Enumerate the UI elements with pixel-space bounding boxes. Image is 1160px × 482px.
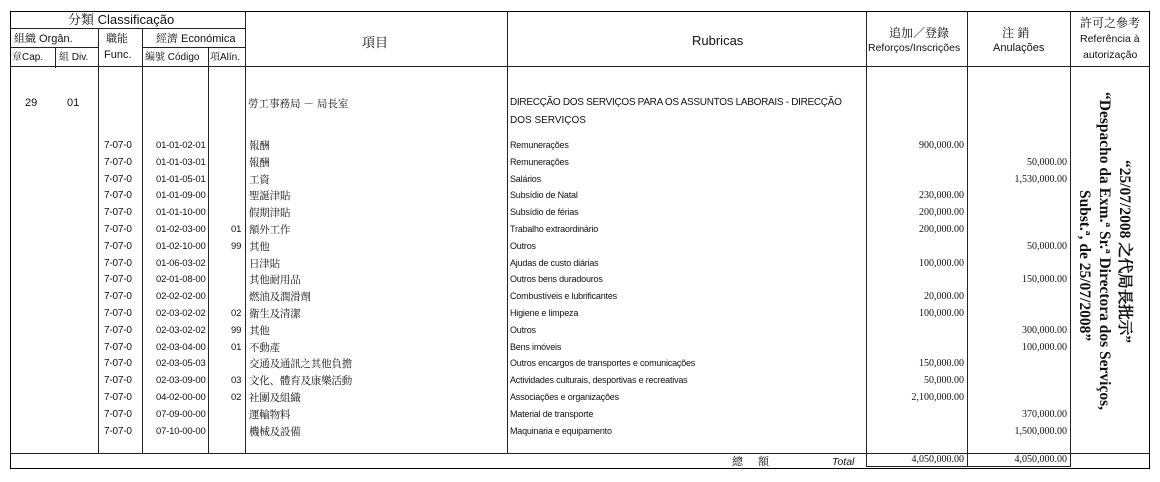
row-anulacao: 100,000.00 [1022, 341, 1067, 353]
row-codigo: 01-01-10-00 [156, 207, 206, 219]
header-codigo: 編號 Código [145, 52, 200, 63]
header-reforcos-pt: Reforços/Inscrições [868, 42, 961, 54]
row-codigo: 07-09-00-00 [156, 408, 206, 420]
row-alin: 01 [231, 224, 242, 235]
header-anulacoes-zh: 注 銷 [1002, 26, 1030, 40]
row-reforco: 230,000.00 [919, 190, 964, 202]
row-item-zh: 工資 [249, 173, 270, 186]
table-left-border [10, 11, 11, 469]
row-item-zh: 其他 [249, 324, 270, 337]
header-rubricas: Rubricas [692, 33, 744, 48]
table-top-border [10, 11, 1150, 12]
row-rubrica-pt: Remunerações [510, 156, 569, 167]
row-reforco: 150,000.00 [919, 358, 964, 370]
row-item-zh: 不動產 [249, 341, 280, 354]
total-amount-underline [866, 466, 1070, 467]
row-rubrica-pt: Actividades culturais, desportivas e recreativas [510, 375, 688, 386]
classification-subline [10, 28, 245, 29]
department-name-pt-1: DIRECÇÃO DOS SERVIÇOS PARA OS ASSUNTOS LABORAIS - DIRECÇÃO [510, 97, 842, 108]
row-anulacao: 50,000.00 [1027, 156, 1067, 168]
row-codigo: 01-01-09-00 [156, 190, 206, 202]
col-line-classification [245, 11, 246, 454]
row-rubrica-pt: Maquinaria e equipamento [510, 425, 612, 436]
col-line-func [142, 28, 143, 454]
row-item-zh: 其他 [249, 240, 270, 253]
row-codigo: 01-01-02-01 [156, 140, 206, 151]
row-rubrica-pt: Higiene e limpeza [510, 308, 579, 318]
row-rubrica-pt: Associações e organizações [510, 392, 619, 402]
authorization-line3: Subst.ª, de 25/07/2008” [1076, 190, 1093, 342]
row-func: 7-07-0 [104, 173, 132, 185]
row-rubrica-pt: Ajudas de custo diárias [510, 257, 599, 268]
row-rubrica-pt: Material de transporte [510, 408, 594, 419]
row-func: 7-07-0 [104, 324, 132, 336]
row-func: 7-07-0 [104, 408, 132, 420]
row-alin: 01 [231, 341, 242, 353]
row-codigo: 01-01-03-01 [156, 156, 206, 168]
row-reforco: 200,000.00 [919, 224, 964, 235]
department-div: 01 [67, 97, 80, 109]
col-line-anulacoes [1070, 11, 1071, 467]
row-codigo: 01-02-03-00 [156, 224, 206, 235]
row-func: 7-07-0 [104, 392, 132, 403]
header-economica: 經濟 Económica [156, 33, 236, 45]
row-rubrica-pt: Combustíveis e lubrificantes [510, 291, 617, 302]
row-item-zh: 運輸物料 [249, 408, 291, 421]
row-item-zh: 機械及設備 [249, 425, 301, 438]
row-item-zh: 交通及通訊之其他負擔 [249, 358, 352, 371]
row-item-zh: 燃油及潤滑劑 [249, 291, 311, 304]
header-ref-zh: 許可之參考 [1080, 16, 1141, 30]
row-codigo: 01-06-03-02 [156, 257, 206, 269]
row-alin: 99 [231, 240, 242, 252]
row-alin: 03 [231, 375, 242, 387]
row-func: 7-07-0 [104, 140, 132, 151]
row-rubrica-pt: Subsídio de Natal [510, 190, 578, 201]
col-line-div [98, 28, 99, 454]
department-name-pt-2: DOS SERVIÇOS [510, 115, 586, 126]
row-rubrica-pt: Trabalho extraordinário [510, 224, 599, 234]
row-codigo: 02-03-05-03 [156, 358, 206, 370]
row-alin: 99 [231, 324, 242, 336]
header-bottom-line [10, 66, 1150, 67]
table-right-border [1149, 11, 1150, 469]
total-label-pt: Total [832, 456, 855, 468]
row-alin: 02 [231, 308, 242, 319]
row-anulacao: 150,000.00 [1022, 274, 1067, 286]
header-anulacoes-pt: Anulações [993, 42, 1045, 54]
row-anulacao: 50,000.00 [1027, 240, 1067, 252]
table-bottom-border [10, 468, 1150, 469]
department-name-zh: 勞工事務局 － 局長室 [248, 98, 349, 110]
header-reforcos-zh: 追加／登錄 [889, 26, 950, 40]
row-reforco: 100,000.00 [919, 308, 964, 319]
row-rubrica-pt: Outros encargos de transportes e comunicações [510, 358, 696, 369]
total-anulacoes: 4,050,000.00 [1014, 454, 1067, 465]
row-rubrica-pt: Subsídio de férias [510, 207, 579, 218]
row-codigo: 07-10-00-00 [156, 425, 206, 437]
row-func: 7-07-0 [104, 190, 132, 202]
row-reforco: 50,000.00 [924, 375, 964, 387]
economica-subline [142, 47, 245, 48]
row-alin: 02 [231, 392, 242, 403]
row-anulacao: 370,000.00 [1022, 408, 1067, 420]
row-item-zh: 額外工作 [249, 224, 291, 236]
row-func: 7-07-0 [104, 224, 132, 235]
col-line-cap [55, 47, 56, 68]
header-funcional-zh: 職能 [106, 33, 128, 45]
row-codigo: 02-01-08-00 [156, 274, 206, 286]
row-codigo: 02-02-02-00 [156, 291, 206, 303]
row-reforco: 200,000.00 [919, 207, 964, 219]
row-reforco: 100,000.00 [919, 257, 964, 269]
total-row-line [10, 453, 1150, 454]
row-reforco: 2,100,000.00 [911, 392, 964, 403]
row-rubrica-pt: Outros [510, 324, 536, 335]
row-rubrica-pt: Outros bens duradouros [510, 274, 603, 285]
row-item-zh: 衛生及清潔 [249, 308, 301, 320]
row-codigo: 02-03-04-00 [156, 341, 206, 353]
row-func: 7-07-0 [104, 240, 132, 252]
row-item-zh: 假期津貼 [249, 207, 291, 220]
authorization-line1: “25/07/2008 之代局長批示” [1116, 160, 1133, 343]
row-func: 7-07-0 [104, 308, 132, 319]
col-line-alin [208, 47, 209, 454]
row-anulacao: 300,000.00 [1022, 324, 1067, 336]
header-item: 項目 [362, 35, 389, 50]
row-item-zh: 文化、體育及康樂活動 [249, 375, 352, 388]
row-item-zh: 日津貼 [249, 257, 280, 270]
row-rubrica-pt: Bens imóveis [510, 341, 562, 352]
col-line-item [507, 11, 508, 454]
row-codigo: 02-03-02-02 [156, 324, 206, 336]
row-codigo: 01-02-10-00 [156, 240, 206, 252]
row-item-zh: 社團及組織 [249, 392, 301, 404]
col-line-rubricas [866, 11, 867, 467]
row-func: 7-07-0 [104, 274, 132, 286]
row-anulacao: 1,530,000.00 [1014, 173, 1067, 185]
row-anulacao: 1,500,000.00 [1014, 425, 1067, 437]
row-item-zh: 聖誕津貼 [249, 190, 291, 203]
authorization-line2: “Despacho da Exm.ª Sr.ª Directora dos Serviços, [1096, 92, 1113, 410]
total-label-zh: 總 額 [732, 456, 776, 468]
row-rubrica-pt: Outros [510, 240, 536, 251]
header-ref-pt1: Referência à [1080, 33, 1140, 45]
organica-subline [10, 47, 98, 48]
header-funcional-pt: Func. [104, 49, 132, 61]
row-rubrica-pt: Salários [510, 173, 541, 184]
row-codigo: 01-01-05-01 [156, 173, 206, 185]
row-func: 7-07-0 [104, 291, 132, 303]
row-func: 7-07-0 [104, 358, 132, 370]
row-rubrica-pt: Remunerações [510, 140, 569, 150]
header-alin: 項Alín. [210, 52, 241, 63]
row-func: 7-07-0 [104, 425, 132, 437]
row-codigo: 04-02-00-00 [156, 392, 206, 403]
header-organica: 組織 Orgân. [14, 33, 73, 45]
row-func: 7-07-0 [104, 156, 132, 168]
header-classificacao: 分類 Classificação [68, 12, 175, 27]
row-item-zh: 報酬 [249, 156, 270, 169]
row-reforco: 900,000.00 [919, 140, 964, 151]
header-ref-pt2: autorização [1083, 49, 1138, 61]
row-codigo: 02-03-09-00 [156, 375, 206, 387]
row-func: 7-07-0 [104, 375, 132, 387]
row-func: 7-07-0 [104, 207, 132, 219]
row-item-zh: 報酬 [249, 140, 270, 152]
header-cap: 章Cap. [12, 52, 44, 63]
department-cap: 29 [25, 97, 38, 109]
row-codigo: 02-03-02-02 [156, 308, 206, 319]
row-item-zh: 其他耐用品 [249, 274, 301, 287]
total-reforcos: 4,050,000.00 [911, 454, 964, 465]
row-reforco: 20,000.00 [924, 291, 964, 303]
row-func: 7-07-0 [104, 257, 132, 269]
col-line-reforcos [967, 11, 968, 467]
row-func: 7-07-0 [104, 341, 132, 353]
header-div: 組 Div. [59, 52, 89, 63]
